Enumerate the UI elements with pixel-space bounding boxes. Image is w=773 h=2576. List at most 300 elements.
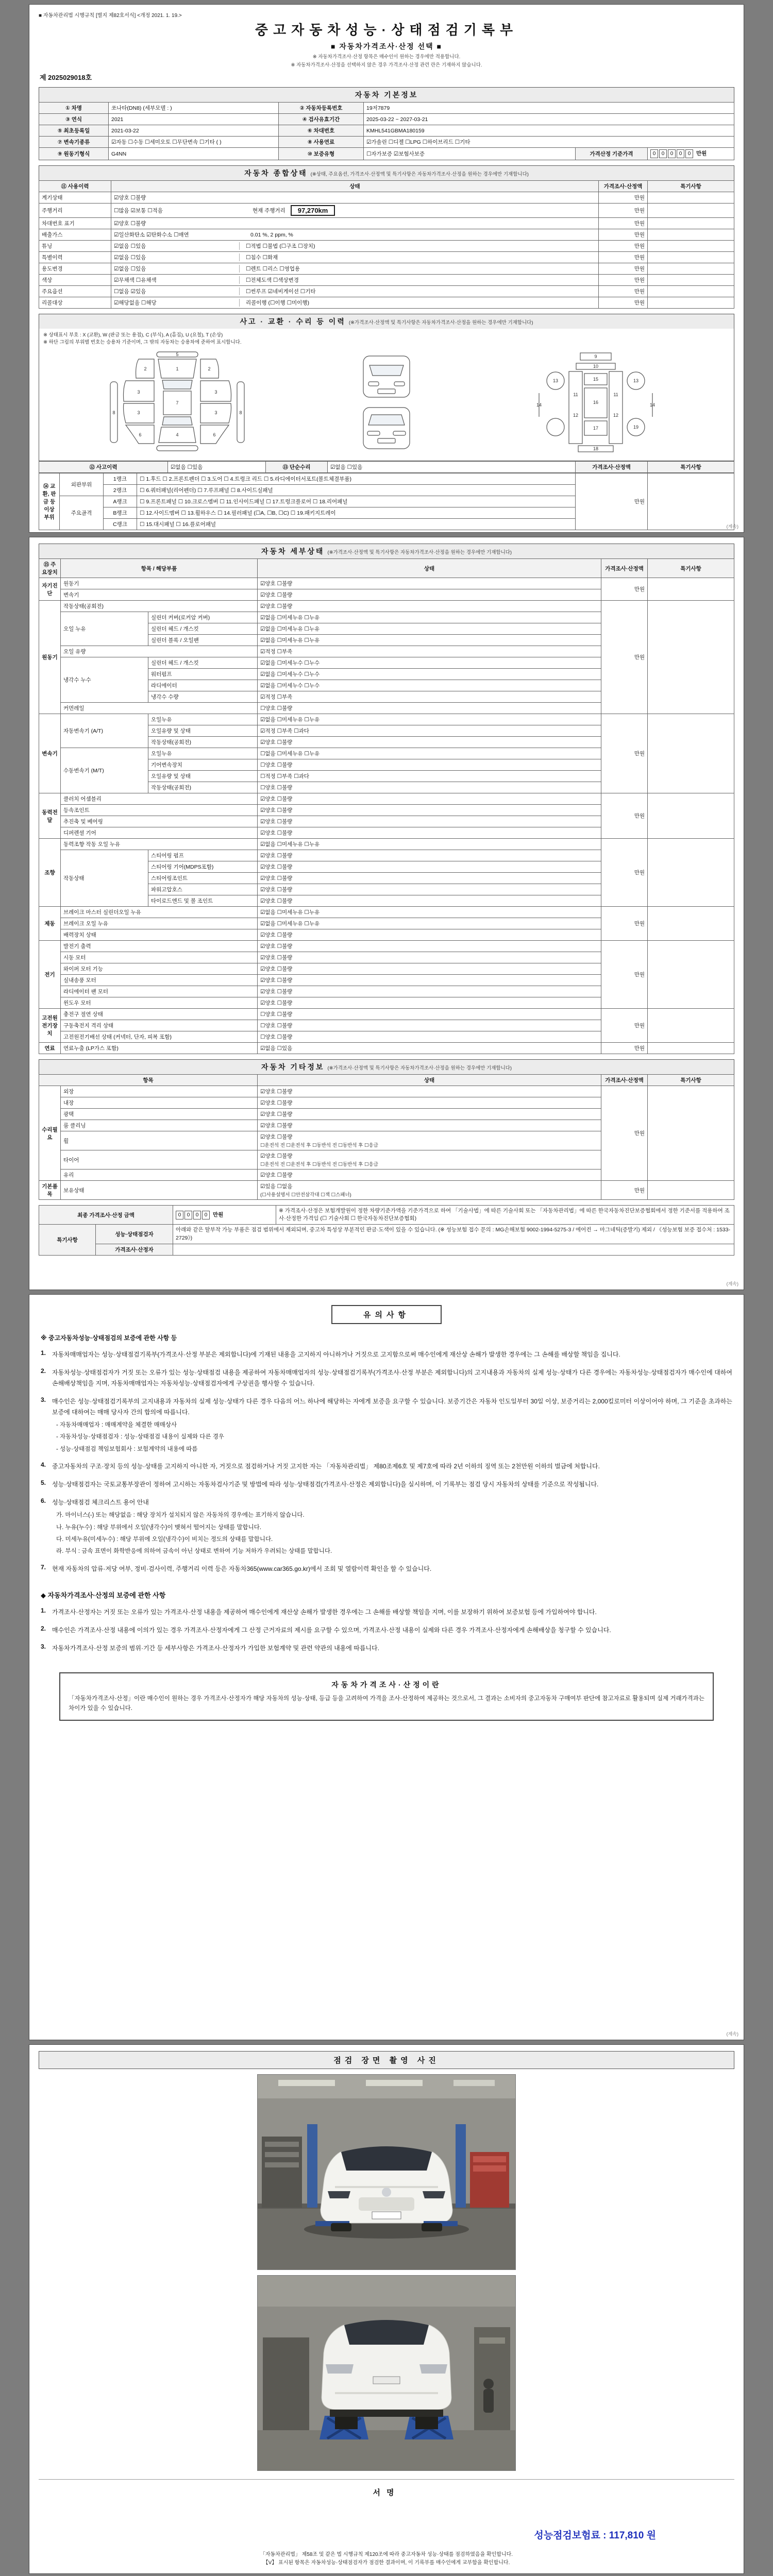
simple-repair-state: ☑없음 ☐있음 [328, 461, 576, 472]
device-item: 구동축전지 격리 상태 [61, 1020, 258, 1031]
device-state [258, 589, 601, 601]
warranty-type-label: ⑩ 보증유형 [279, 148, 364, 160]
notices-title: 유의사항 [363, 1311, 410, 1319]
usage-item-label: 주요옵션 [39, 286, 111, 297]
inspection-photo-rear [257, 2275, 516, 2471]
svg-text:1: 1 [176, 366, 179, 371]
state-header: 상태 [111, 181, 599, 192]
device-state [258, 1020, 601, 1031]
price-cell: 만원 [601, 839, 648, 907]
notice-item [41, 1643, 732, 1654]
emission-values: 0.01 %, 2 ppm, % [250, 232, 293, 238]
photo-section-title: 점검 장면 촬영 사진 [39, 2051, 734, 2069]
svg-text:11: 11 [613, 392, 618, 397]
price-digit: 0 [193, 1211, 201, 1219]
state-options: ☑없음 ☐미세누수 ☐누수 [260, 683, 320, 689]
note-cell [648, 1043, 734, 1054]
state-options: ☑양호 ☐불량 [260, 875, 293, 882]
diagram-note-legend: ※ 하단 그림의 부위별 번호는 승용차 기준이며, 그 밖의 자동차는 승용차에 준하여 표시합니다. [43, 340, 242, 346]
state-options: ☐많음 ☑보통 ☐적음 [114, 208, 163, 214]
notice-text: 현재 자동차의 압류·저당 여부, 정비·검사이력, 주행거리 이력 등은 자동차365(www.car365.go.kr)에서 조회 및 열람이력 확인을 할 수 있습니다. [52, 1565, 432, 1572]
svg-text:13: 13 [552, 378, 558, 383]
page-continue-mark: (계속) [726, 1281, 738, 1286]
notice-number: 6. [41, 1497, 46, 1505]
device-state [258, 929, 601, 941]
notice-subline: - 자동차매매업자 : 매매계약을 체결한 매매상사 [56, 1422, 177, 1428]
price-cell: 만원 [599, 204, 648, 218]
state-sub-options: ☐운전석 전 ☐운전석 후 ☐동반석 전 ☐동반석 후 ☐응급 [260, 1162, 378, 1167]
svg-text:7: 7 [176, 400, 179, 405]
device-item: 보유상태 [61, 1181, 258, 1200]
state-options: ☑양호 ☐불량 [260, 1172, 293, 1178]
price-cell: 만원 [601, 714, 648, 793]
car-name-value: 쏘나타(DN8) (세부모델 : ) [109, 103, 279, 114]
inspection-period-value: 2025-03-22 ~ 2027-03-21 [364, 114, 734, 125]
document-note-2: ※ 자동차가격조사·산정을 선택하지 않은 경우 가격조사·산정 관련 란은 기재하지 않습니다. [291, 62, 482, 68]
device-state [258, 918, 601, 929]
state-options: ☑없음 ☐미세누수 ☐누수 [260, 671, 320, 677]
device-state [258, 1086, 601, 1097]
device-group: 조향 [39, 839, 61, 907]
svg-text:15: 15 [593, 376, 598, 382]
device-group: 변속기 [39, 714, 61, 793]
price-definition-text: 「자동차가격조사·산정」이란 매수인이 원하는 경우 가격조사·산정자가 해당 자동차의 성능·상태, 등급 등을 고려하여 가격을 조사·산정하여 제공하는 것으로서, 그 결과는 소비자의 중고자동차 구매여부 판단에 참고자료로 활용되며 실제 거래가격과는 차이가 있을 수 있습니다. [69, 1695, 704, 1711]
note-cell [648, 473, 734, 530]
page-4 [29, 2044, 744, 2574]
device-state [258, 975, 601, 986]
device-subitem: 오일누유 [148, 748, 258, 759]
state-options: ☑무채색 ☐유채색 [114, 277, 157, 283]
usage-item-state [111, 252, 599, 263]
device-state [258, 873, 601, 884]
price-cell: 만원 [601, 907, 648, 941]
device-row [39, 941, 734, 952]
device-item: 원동기 [61, 578, 258, 589]
notice-text: 성능·상태점검자는 국토교통부장관이 정하여 고시하는 자동차검사기준 및 방법에 따라 성능·상태점검(가격조사·산정은 제외합니다)을 실시하며, 이 기록부는 점검 당시 자동차의 상태를 기준으로 작성됩니다. [52, 1481, 599, 1488]
device-subitem: 스티어링조인트 [148, 873, 258, 884]
svg-text:11: 11 [573, 392, 578, 397]
detail-state-header: 상태 [258, 559, 601, 578]
price-cell: 만원 [601, 1043, 648, 1054]
base-price-label: 가격산정 기준가격 [575, 148, 647, 160]
form-reference: ■ 자동차관리법 시행규칙 [별지 제82호서식] <개정 2021. 1. 19.> [39, 13, 182, 19]
overall-row [39, 241, 734, 252]
device-subitem: 작동상태(공회전) [148, 737, 258, 748]
device-item: 룸 클리닝 [61, 1120, 258, 1131]
basic-section-label: 자동차 기본정보 [355, 91, 418, 99]
etc-section-note: (※가격조사·산정액 및 특기사항은 자동차가격조사·산정을 원하는 경우에만 기재합니다) [327, 1065, 512, 1071]
svg-text:17: 17 [593, 425, 598, 431]
device-row [39, 714, 734, 725]
basic-info-table [39, 102, 734, 160]
state-options: ☑없음 ☐미세누유 ☐누유 [260, 717, 320, 723]
usage-item-state [111, 286, 599, 297]
state-options: ☑양호 ☐불량 [260, 1134, 293, 1140]
base-price-value [647, 148, 734, 160]
device-item: 오일 유량 [61, 646, 258, 657]
price-digit: 0 [650, 149, 658, 158]
price-cell: 만원 [601, 1181, 648, 1200]
odometer-label: 현재 주행거리 [253, 208, 285, 214]
overall-row [39, 275, 734, 286]
overall-row [39, 229, 734, 241]
device-subitem: 워터펌프 [148, 669, 258, 680]
overall-row [39, 286, 734, 297]
state-options: ☑양호 ☐불량 [260, 966, 293, 972]
state-options: ☑양호 ☐불량 [260, 830, 293, 836]
device-subitem: 실린더 헤드 / 개스킷 [148, 623, 258, 635]
basic-row-3 [39, 125, 734, 137]
notice-text: 매수인은 성능·상태점검기록부의 고지내용과 자동차의 실제 성능·상태가 다른 경우 다음의 어느 하나에 해당하는 자에게 보증을 요구할 수 있습니다. 보증기간은 자동차 인도일부터 30일 이상, 보증거리는 2,000킬로미터 이상이어야 하며, 그 기준을 초과하는 보증에 대하여는 매매 당사자 간의 합의에 따릅니다. [52, 1398, 732, 1416]
basic-section-title [39, 87, 734, 102]
notice-item [41, 1461, 732, 1472]
fuel-options: ☑가솔린 ☐디젤 ☐LPG ☐하이브리드 ☐기타 [364, 137, 734, 148]
device-state [258, 952, 601, 963]
state-options: ☑양호 ☐불량 [260, 807, 293, 814]
svg-text:3: 3 [214, 389, 217, 395]
notice-item [41, 1396, 732, 1418]
svg-text:14: 14 [536, 402, 542, 408]
state-options: ☑없음 ☐미세누유 ☐누유 [260, 637, 320, 643]
state-options: ☑없음 ☐미세누수 ☐누수 [260, 660, 320, 666]
document-number: 제 2025029018호 [40, 74, 92, 81]
inspection-photo-front [257, 2074, 516, 2270]
status-code-legend: ※ 상태표시 부호 : X (교환), W (판금 또는 용접), C (부식), A (흠집), U (요철), T (손상) [43, 332, 223, 338]
accident-section-title [39, 314, 734, 329]
detail-condition-table [39, 558, 734, 1054]
state-sub-options: ☐침수 ☐화재 [239, 253, 278, 261]
model-year-label: ③ 연식 [39, 114, 109, 125]
notice-number: 7. [41, 1563, 46, 1571]
device-state [258, 578, 601, 589]
page-continue-mark: (계속) [726, 2031, 738, 2037]
state-options: ☐양호 ☐불량 [260, 1034, 293, 1040]
device-item: 유리 [61, 1170, 258, 1181]
device-item: 작동상태 [61, 850, 148, 907]
device-header: ⑮ 주요장치 [39, 559, 61, 578]
detail-section-label: 자동차 세부상태 [261, 547, 325, 555]
svg-text:9: 9 [594, 353, 597, 359]
device-subitem: 실린더 블록 / 오일팬 [148, 635, 258, 646]
device-state [258, 1009, 601, 1020]
state-options: ☑없음 ☐미세누유 ☐누유 [260, 615, 320, 621]
device-subitem: 기어변속장치 [148, 759, 258, 771]
device-subitem: 스티어링 펌프 [148, 850, 258, 861]
state-options: ☑있음 ☐없음 [260, 1183, 293, 1190]
transmission-options: ☑자동 ☐수동 ☐세미오토 ☐무단변속 ☐기타 ( ) [109, 137, 279, 148]
usage-item-state [111, 241, 599, 252]
detail-header-row [39, 559, 734, 578]
state-options: ☑없음 ☐있음 [114, 243, 146, 249]
panel-category: 주요골격 [60, 496, 104, 530]
exchange-row [39, 473, 734, 484]
state-options: ☑없음 ☐있음 [260, 1045, 293, 1052]
rank-label: 2랭크 [104, 484, 137, 496]
note-cell [648, 1009, 734, 1043]
state-options: ☑양호 ☐불량 [260, 887, 293, 893]
device-row [39, 793, 734, 805]
state-options: ☑일산화탄소 ☑탄화수소 ☐매연 [114, 232, 189, 238]
exchange-label: ⑭ 교환, 판금 등 이상 부위 [39, 473, 60, 530]
device-subitem: 오일누유 [148, 714, 258, 725]
basic-row-5 [39, 148, 734, 160]
device-state [258, 1181, 601, 1200]
note-cell [648, 229, 734, 241]
device-group: 기본품목 [39, 1181, 61, 1200]
device-item: 등속조인트 [61, 805, 258, 816]
final-price-value [173, 1206, 276, 1225]
device-subitem: 냉각수 수량 [148, 691, 258, 703]
state-options: ☐양호 ☐불량 [260, 785, 293, 791]
state-options: ☑양호 ☐불량 [260, 819, 293, 825]
note-cell [648, 297, 734, 309]
exchange-table-body [39, 473, 734, 530]
overall-row [39, 297, 734, 309]
front-rear-view-diagram [348, 350, 425, 455]
device-item: 연료누출 (LP가스 포함) [61, 1043, 258, 1054]
svg-text:13: 13 [633, 378, 638, 383]
state-options: ☐양호 ☐불량 [260, 1011, 293, 1018]
first-registration-label: ⑤ 최초등록일 [39, 125, 109, 137]
confirmation-line-1: 「자동차관리법」 제58조 및 같은 법 시행규칙 제120조에 따라 중고자동차 성능·상태를 점검하였음을 확인합니다. [260, 2552, 513, 2557]
car-diagrams [43, 347, 730, 461]
state-options: ☑양호 ☐불량 [260, 592, 293, 598]
exchange-panel-table [39, 473, 734, 530]
transmission-label: ⑦ 변속기종류 [39, 137, 109, 148]
notice-subline: 라. 부식 : 금속 표면이 화학반응에 의하여 금속이 아닌 상태로 변하여 기능 저하가 우려되는 상태를 말합니다. [56, 1548, 332, 1555]
device-item: 충전구 절연 상태 [61, 1009, 258, 1020]
device-row [39, 1043, 734, 1054]
basic-row-1 [39, 103, 734, 114]
notice-number: 1. [41, 1349, 46, 1357]
device-group: 연료 [39, 1043, 61, 1054]
state-options: ☑양호 ☐불량 [260, 796, 293, 802]
device-state [258, 1109, 601, 1120]
notice-item [41, 1497, 732, 1508]
etc-section-label: 자동차 기타정보 [261, 1063, 325, 1071]
device-state [258, 612, 601, 623]
model-year-value: 2021 [109, 114, 279, 125]
state-options: ☑양호 ☐불량 [260, 603, 293, 609]
device-item: 작동상태(공회전) [61, 601, 258, 612]
accident-history-state: ☑없음 ☐있음 [168, 461, 266, 472]
accident-price-header: 가격조사·산정액 [576, 461, 648, 472]
signature-row [39, 2479, 734, 2498]
device-item: 시동 모터 [61, 952, 258, 963]
svg-text:18: 18 [593, 446, 598, 451]
usage-item-state [111, 192, 599, 204]
usage-item-state [111, 218, 599, 229]
usage-item-label: 리콜대상 [39, 297, 111, 309]
notice-item [41, 1564, 732, 1574]
state-options: ☑없음 ☐미세누유 ☐누유 [260, 909, 320, 916]
note-cell [648, 578, 734, 601]
overall-row [39, 192, 734, 204]
engine-type-label: ⑨ 원동기형식 [39, 148, 109, 160]
final-price-table [39, 1205, 734, 1256]
device-group: 수리필요 [39, 1086, 61, 1181]
svg-text:5: 5 [176, 351, 179, 357]
device-state [258, 1043, 601, 1054]
etc-price-header: 가격조사·산정액 [601, 1075, 648, 1086]
price-warranty-title: ◆ 자동차가격조사·산정의 보증에 관한 사항 [41, 1591, 166, 1599]
device-item: 휠 [61, 1131, 258, 1150]
notice-number: 2. [41, 1367, 46, 1375]
document-title: 중고자동차성능·상태점검기록부 [255, 22, 518, 38]
notice-subline: 가. 마이너스(-) 또는 해당없음 : 해당 장치가 설치되지 않은 자동차의 경우에는 표기하지 않습니다. [56, 1512, 305, 1519]
reg-no-label: ② 자동차등록번호 [279, 103, 364, 114]
device-row [39, 839, 734, 850]
state-options: ☑없음 ☐미세누유 ☐누유 [260, 841, 320, 848]
notice-text: 자동차가격조사·산정 보증의 범위·기간 등 세부사항은 가격조사·산정자가 가입한 보험계약 및 관련 약관의 내용에 따릅니다. [52, 1644, 379, 1652]
device-subitem: 오일유량 및 상태 [148, 725, 258, 737]
device-group: 자기진단 [39, 578, 61, 601]
rank-items: ☐ 9.프론트패널 ☐ 10.크로스멤버 ☐ 11.인사이드패널 ☐ 17.트렁크플로어 ☐ 18.리어패널 [137, 496, 576, 507]
detail-note-header: 특기사항 [648, 559, 734, 578]
final-price-label: 최종 가격조사·산정 금액 [39, 1206, 173, 1225]
price-cell: 만원 [576, 473, 648, 530]
device-group: 제동 [39, 907, 61, 941]
svg-text:16: 16 [593, 399, 598, 405]
device-state [258, 601, 601, 612]
svg-text:10: 10 [593, 363, 598, 369]
device-item: 냉각수 누수 [61, 657, 148, 703]
state-options: ☐없음 ☑있음 [114, 289, 146, 295]
simple-repair-label: ⑬ 단순수리 [266, 461, 328, 472]
final-price-row [39, 1206, 734, 1225]
price-header: 가격조사·산정액 [599, 181, 648, 192]
note-cell [648, 601, 734, 714]
state-options: ☐적정 ☐부족 ☐과다 [260, 773, 309, 779]
notice-subline: - 자동차성능·상태점검자 : 성능·상태점검 내용이 실제와 다른 경우 [56, 1434, 224, 1440]
price-digit: 0 [176, 1211, 183, 1219]
device-item: 브레이크 오일 누유 [61, 918, 258, 929]
notices-intro: ※ 중고자동차성능·상태점검의 보증에 관한 사항 등 [41, 1334, 177, 1342]
price-notices-list [39, 1607, 734, 1654]
svg-text:12: 12 [613, 412, 618, 418]
device-state [258, 941, 601, 952]
etc-table-body [39, 1086, 734, 1200]
price-cell: 만원 [601, 1009, 648, 1043]
price-digit: 0 [685, 149, 693, 158]
device-item: 광택 [61, 1109, 258, 1120]
state-options: ☑양호 ☐불량 [260, 581, 293, 587]
etc-note-header: 특기사항 [648, 1075, 734, 1086]
insurance-fee [534, 2528, 656, 2541]
state-options: ☑없음 ☐미세누유 ☐누유 [260, 921, 320, 927]
state-options: ☑양호 ☐불량 [260, 1111, 293, 1117]
device-state [258, 714, 601, 725]
device-state [258, 1150, 601, 1170]
device-item: 타이어 [61, 1150, 258, 1170]
accident-note-header: 특기사항 [648, 461, 734, 472]
notice-number: 4. [41, 1461, 46, 1469]
state-options: ☑양호 ☐불량 [260, 739, 293, 745]
appraiser-opinion-text [173, 1244, 734, 1255]
svg-text:2: 2 [144, 366, 147, 371]
device-state [258, 997, 601, 1009]
usage-item-label: 주행거리 [39, 204, 111, 218]
state-options: ☑양호 ☐불량 [260, 1000, 293, 1006]
device-state [258, 635, 601, 646]
device-state [258, 657, 601, 669]
rank-label: 1랭크 [104, 473, 137, 484]
notice-text: 매수인은 가격조사·산정 내용에 이의가 있는 경우 가격조사·산정자에게 그 산정 근거자료의 제시를 요구할 수 있으며, 가격조사·산정 내용이 실제와 다른 경우 가격조사·산정자에게 손해배상을 청구할 수 있습니다. [52, 1626, 611, 1634]
state-options: ☑양호 ☐불량 [260, 977, 293, 984]
svg-text:3: 3 [137, 410, 140, 415]
accident-section-note: (※가격조사·산정액 및 특기사항은 자동차가격조사·산정을 원하는 경우에만 기재합니다) [348, 320, 533, 326]
device-state [258, 839, 601, 850]
device-state [258, 963, 601, 975]
inspector-opinion-text: 아래와 같은 탈부착 가능 부품은 점검 범위에서 제외되며, 중고차 특성상 부분적인 판금·도색이 있을 수 있습니다. (※ 성능보험 접수 문의 : MG손해보험 9002-1994-5275-3 / 에어컨 → 마그네틱(증발기) 제외 / 《성능보험 보증 접수처 : 1533-2729》) [173, 1225, 734, 1244]
device-state [258, 816, 601, 827]
usage-item-state [111, 263, 599, 275]
usage-item-state [111, 297, 599, 309]
overall-header-row [39, 181, 734, 192]
device-item: 라디에이터 팬 모터 [61, 986, 258, 997]
notice-item [41, 1479, 732, 1490]
price-cell: 만원 [599, 297, 648, 309]
appraiser-label: 가격조사·산정자 [96, 1244, 173, 1255]
svg-text:12: 12 [573, 412, 578, 418]
inspector-label: 성능·상태점검자 [96, 1225, 173, 1244]
rank-items: ☐ 6.쿼터패널(리어펜더) ☐ 7.루프패널 ☐ 8.사이드실패널 [137, 484, 576, 496]
device-state [258, 680, 601, 691]
device-state [258, 850, 601, 861]
item-header: 항목 / 해당부품 [61, 559, 258, 578]
notice-text: 성능·상태점검 체크리스트 용어 안내 [52, 1499, 149, 1506]
device-item: 발전기 출력 [61, 941, 258, 952]
state-options: ☐양호 ☐불량 [260, 1023, 293, 1029]
price-cell: 만원 [599, 263, 648, 275]
device-subitem: 오일유량 및 상태 [148, 771, 258, 782]
price-cell: 만원 [601, 1086, 648, 1181]
inspection-period-label: ④ 검사유효기간 [279, 114, 364, 125]
price-cell: 만원 [601, 941, 648, 1009]
etc-item-header: 항목 [39, 1075, 258, 1086]
state-options: ☑적정 ☐부족 [260, 694, 293, 700]
odometer-box [253, 205, 335, 216]
device-state [258, 861, 601, 873]
overall-row [39, 252, 734, 263]
overall-row [39, 218, 734, 229]
price-digit: 0 [677, 149, 684, 158]
signature-label: 서명 [373, 2488, 400, 2497]
accident-section-label: 사고 · 교환 · 수리 등 이력 [240, 317, 346, 326]
rank-items: ☐ 12.사이드멤버 ☐ 13.휠하우스 ☐ 14.필러패널 (☐A, ☐B, ☐C) ☐ 19.패키지트레이 [137, 507, 576, 518]
price-digit: 0 [184, 1211, 192, 1219]
svg-text:6: 6 [213, 432, 216, 437]
car-name-label: ① 차명 [39, 103, 109, 114]
notice-item [41, 1367, 732, 1389]
state-options: ☐양호 ☐불량 [260, 762, 293, 768]
note-cell [648, 218, 734, 229]
device-item: 외장 [61, 1086, 258, 1097]
state-sub-options: (☐사용설명서 ☐안전삼각대 ☐잭 ☐스패너) [260, 1192, 351, 1198]
state-options: ☐없음 ☐미세누유 ☐누유 [260, 751, 320, 757]
final-price-unit: 만원 [213, 1211, 224, 1218]
device-group: 고전원 전기장치 [39, 1009, 61, 1043]
device-state [258, 669, 601, 680]
note-cell [648, 252, 734, 263]
device-subitem: 작동상태(공회전) [148, 782, 258, 793]
note-cell [648, 714, 734, 793]
notice-text: 중고자동차의 구조·장치 등의 성능·상태를 고지하지 아니한 자, 거짓으로 점검하거나 거짓 고지한 자는 「자동차관리법」 제80조제6호 및 제7호에 따라 2년 이하의 징역 또는 2천만원 이하의 벌금에 처합니다. [52, 1463, 600, 1470]
svg-text:3: 3 [137, 389, 140, 395]
state-sub-options: ☐운전석 전 ☐운전석 후 ☐동반석 전 ☐동반석 후 ☐응급 [260, 1143, 378, 1148]
reg-no-value: 19저7879 [364, 103, 734, 114]
device-subitem: 스티어링 기어(MDPS포함) [148, 861, 258, 873]
